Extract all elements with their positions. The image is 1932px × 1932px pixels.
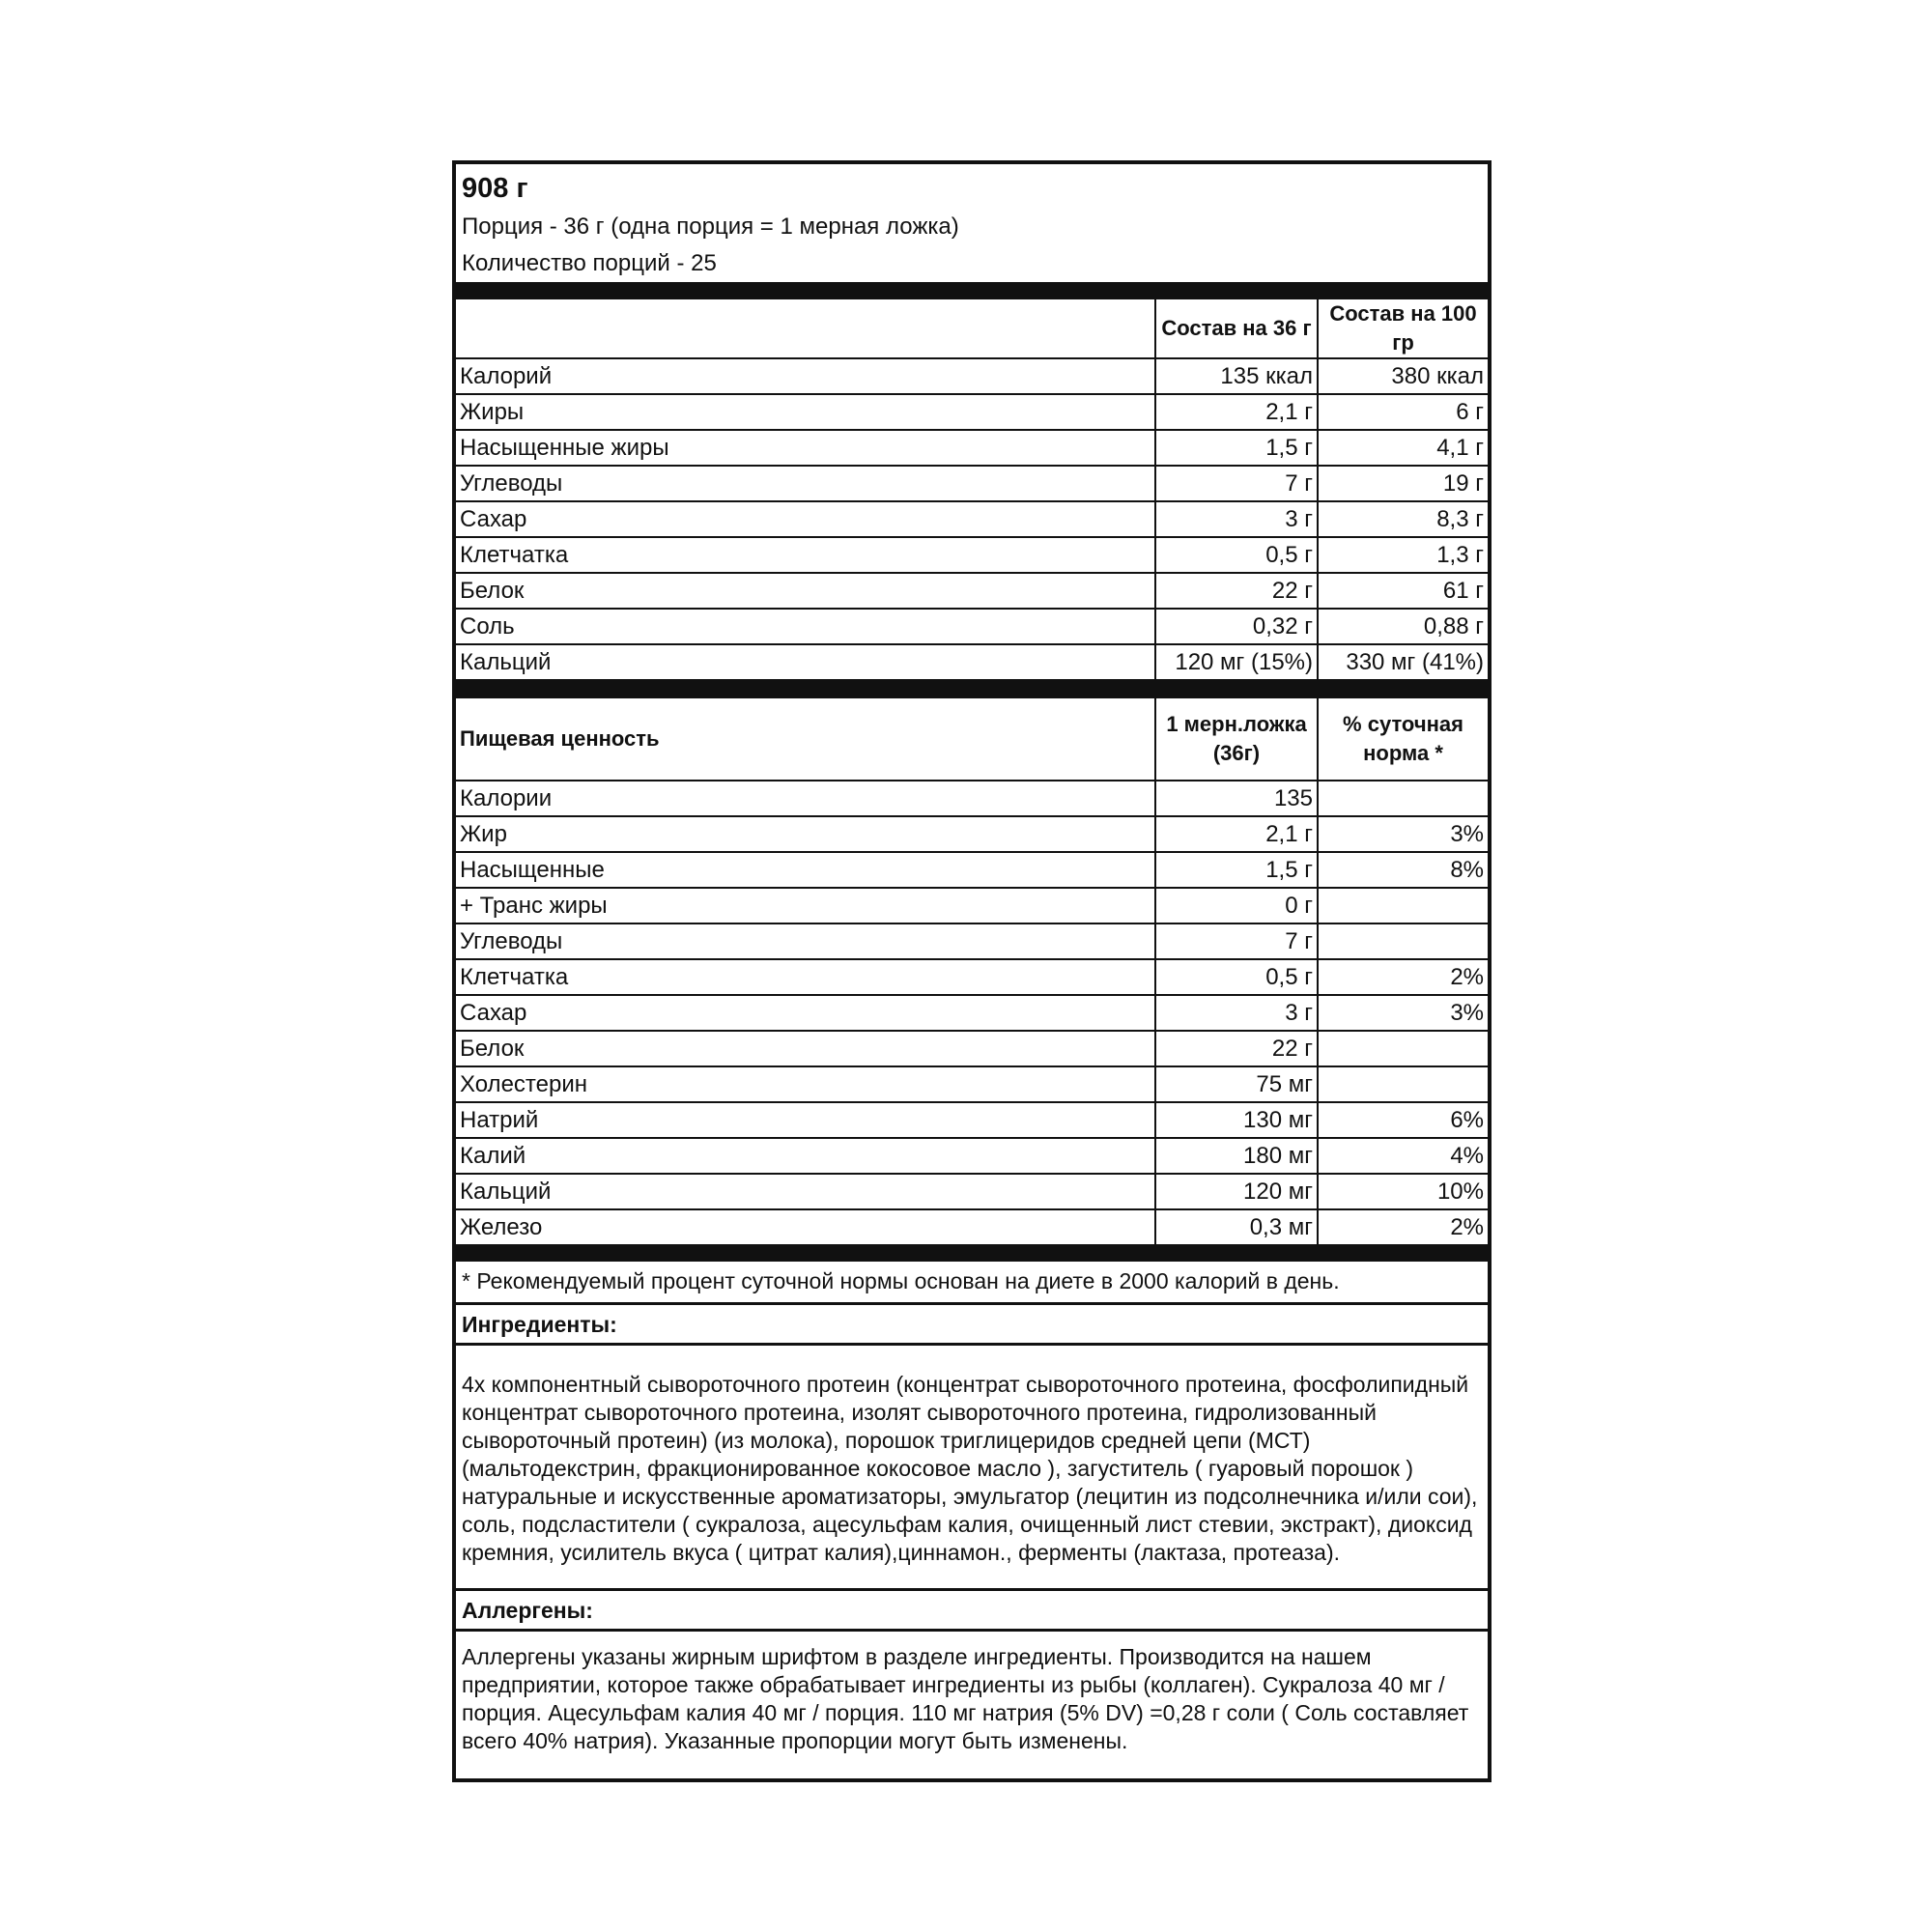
composition-value-cell: 2,1 г <box>1155 394 1318 430</box>
composition-row <box>456 358 1488 394</box>
composition-table <box>456 298 1488 681</box>
nutrition-name-cell: Углеводы <box>456 923 1155 959</box>
nutrition-row <box>456 923 1488 959</box>
nutrition-row <box>456 959 1488 995</box>
nutrition-value2-cell: 2% <box>1318 959 1488 995</box>
composition-row <box>456 537 1488 573</box>
nutrition-value-cell: 22 г <box>1155 1031 1318 1066</box>
divider-bar <box>456 282 1488 298</box>
nutrition-col-scoop: 1 мерн.ложка (36г) <box>1155 697 1318 781</box>
composition-row <box>456 573 1488 609</box>
composition-value-cell: 7 г <box>1155 466 1318 501</box>
nutrition-name-cell: Клетчатка <box>456 959 1155 995</box>
composition-name-cell: Кальций <box>456 644 1155 680</box>
composition-value-cell: 135 ккал <box>1155 358 1318 394</box>
nutrition-value-cell: 1,5 г <box>1155 852 1318 888</box>
composition-value2-cell: 1,3 г <box>1318 537 1488 573</box>
composition-row <box>456 466 1488 501</box>
nutrition-row <box>456 1031 1488 1066</box>
nutrition-row <box>456 888 1488 923</box>
nutrition-row <box>456 1102 1488 1138</box>
allergens-title: Аллергены: <box>456 1588 1488 1629</box>
nutrition-value-cell: 120 мг <box>1155 1174 1318 1209</box>
nutrition-value2-cell <box>1318 923 1488 959</box>
nutrition-value-cell: 135 <box>1155 781 1318 816</box>
nutrition-row <box>456 995 1488 1031</box>
nutrition-col-daily: % суточная норма * <box>1318 697 1488 781</box>
servings-count: Количество порций - 25 <box>462 250 717 276</box>
nutrition-row <box>456 781 1488 816</box>
nutrition-value-cell: 7 г <box>1155 923 1318 959</box>
nutrition-name-cell: Холестерин <box>456 1066 1155 1102</box>
nutrition-name-cell: + Транс жиры <box>456 888 1155 923</box>
composition-value2-cell: 380 ккал <box>1318 358 1488 394</box>
nutrition-value2-cell <box>1318 888 1488 923</box>
nutrition-value2-cell: 8% <box>1318 852 1488 888</box>
composition-row <box>456 430 1488 466</box>
composition-row <box>456 394 1488 430</box>
nutrition-row <box>456 852 1488 888</box>
composition-value-cell: 0,5 г <box>1155 537 1318 573</box>
nutrition-value2-cell: 4% <box>1318 1138 1488 1174</box>
nutrition-value-cell: 0,3 мг <box>1155 1209 1318 1245</box>
nutrition-title: Пищевая ценность <box>456 697 1155 781</box>
ingredients-title: Ингредиенты: <box>456 1302 1488 1343</box>
composition-row <box>456 609 1488 644</box>
nutrition-value2-cell <box>1318 781 1488 816</box>
composition-name-cell: Жиры <box>456 394 1155 430</box>
composition-name-cell: Калорий <box>456 358 1155 394</box>
nutrition-table <box>456 696 1488 1246</box>
nutrition-name-cell: Калории <box>456 781 1155 816</box>
composition-name-cell: Сахар <box>456 501 1155 537</box>
composition-col-36g: Состав на 36 г <box>1155 298 1318 358</box>
nutrition-value2-cell: 10% <box>1318 1174 1488 1209</box>
composition-col-100g: Состав на 100 гр <box>1318 298 1488 358</box>
composition-value-cell: 120 мг (15%) <box>1155 644 1318 680</box>
nutrition-value2-cell: 2% <box>1318 1209 1488 1245</box>
composition-name-cell: Насыщенные жиры <box>456 430 1155 466</box>
nutrition-row <box>456 1209 1488 1245</box>
composition-value-cell: 22 г <box>1155 573 1318 609</box>
nutrition-name-cell: Насыщенные <box>456 852 1155 888</box>
composition-value-cell: 3 г <box>1155 501 1318 537</box>
composition-value2-cell: 6 г <box>1318 394 1488 430</box>
composition-name-cell: Углеводы <box>456 466 1155 501</box>
composition-row <box>456 644 1488 680</box>
allergens-text: Аллергены указаны жирным шрифтом в разделе ингредиенты. Производится на нашем предприятии, которое также обрабатывает ингредиенты из рыбы (коллаген). Сукралоза 40 мг / порция. Ацесульфам калия 40 мг / порция. 110 мг натрия (5% DV) =0,28 г соли ( Соль составляет всего 40% натрия). Указанные пропорции могут быть изменены. <box>456 1629 1488 1778</box>
nutrition-header-row <box>456 697 1488 781</box>
nutrition-value-cell: 0 г <box>1155 888 1318 923</box>
nutrition-name-cell: Жир <box>456 816 1155 852</box>
nutrition-value-cell: 2,1 г <box>1155 816 1318 852</box>
nutrition-value-cell: 0,5 г <box>1155 959 1318 995</box>
nutrition-value2-cell: 3% <box>1318 816 1488 852</box>
nutrition-value-cell: 3 г <box>1155 995 1318 1031</box>
composition-value-cell: 0,32 г <box>1155 609 1318 644</box>
daily-value-footnote: * Рекомендуемый процент суточной нормы основан на диете в 2000 калорий в день. <box>462 1268 1340 1293</box>
ingredients-text: 4х компонентный сывороточного протеин (концентрат сывороточного протеина, фосфолипидный концентрат сывороточного протеина, изолят сывороточного протеина, гидролизованный сывороточный протеин) (из молока), порошок триглицеридов средней цепи (МСТ) (мальтодекстрин, фракционированное кокосовое масло ), загуститель ( гуаровый порошок ) натуральные и искусственные ароматизаторы, эмульгатор (лецитин из подсолнечника и/или сои), соль, подсластители ( сукралоза, ацесульфам калия, очищенный лист стевии, экстракт), диоксид кремния, усилитель вкуса ( цитрат калия),циннамон., ферменты (лактаза, протеаза). <box>456 1343 1488 1588</box>
nutrition-name-cell: Сахар <box>456 995 1155 1031</box>
composition-row <box>456 501 1488 537</box>
nutrition-name-cell: Железо <box>456 1209 1155 1245</box>
composition-value2-cell: 0,88 г <box>1318 609 1488 644</box>
nutrition-row <box>456 1138 1488 1174</box>
package-weight: 908 г <box>462 173 528 204</box>
nutrition-name-cell: Белок <box>456 1031 1155 1066</box>
label-header <box>456 164 1488 282</box>
nutrition-value2-cell: 6% <box>1318 1102 1488 1138</box>
composition-header-blank <box>456 298 1155 358</box>
nutrition-value-cell: 180 мг <box>1155 1138 1318 1174</box>
nutrition-value-cell: 130 мг <box>1155 1102 1318 1138</box>
composition-value2-cell: 330 мг (41%) <box>1318 644 1488 680</box>
nutrition-row <box>456 1066 1488 1102</box>
composition-value2-cell: 4,1 г <box>1318 430 1488 466</box>
composition-header-row <box>456 298 1488 358</box>
nutrition-name-cell: Кальций <box>456 1174 1155 1209</box>
nutrition-value2-cell <box>1318 1066 1488 1102</box>
composition-value2-cell: 19 г <box>1318 466 1488 501</box>
nutrition-row <box>456 816 1488 852</box>
composition-name-cell: Белок <box>456 573 1155 609</box>
nutrition-name-cell: Натрий <box>456 1102 1155 1138</box>
nutrition-name-cell: Калий <box>456 1138 1155 1174</box>
composition-value-cell: 1,5 г <box>1155 430 1318 466</box>
divider-bar <box>456 1246 1488 1262</box>
nutrition-value-cell: 75 мг <box>1155 1066 1318 1102</box>
composition-name-cell: Соль <box>456 609 1155 644</box>
nutrition-row <box>456 1174 1488 1209</box>
nutrition-label <box>452 160 1492 1782</box>
composition-name-cell: Клетчатка <box>456 537 1155 573</box>
serving-size: Порция - 36 г (одна порция = 1 мерная ложка) <box>462 213 959 240</box>
nutrition-value2-cell: 3% <box>1318 995 1488 1031</box>
nutrition-value2-cell <box>1318 1031 1488 1066</box>
composition-value2-cell: 61 г <box>1318 573 1488 609</box>
composition-value2-cell: 8,3 г <box>1318 501 1488 537</box>
divider-bar <box>456 681 1488 696</box>
